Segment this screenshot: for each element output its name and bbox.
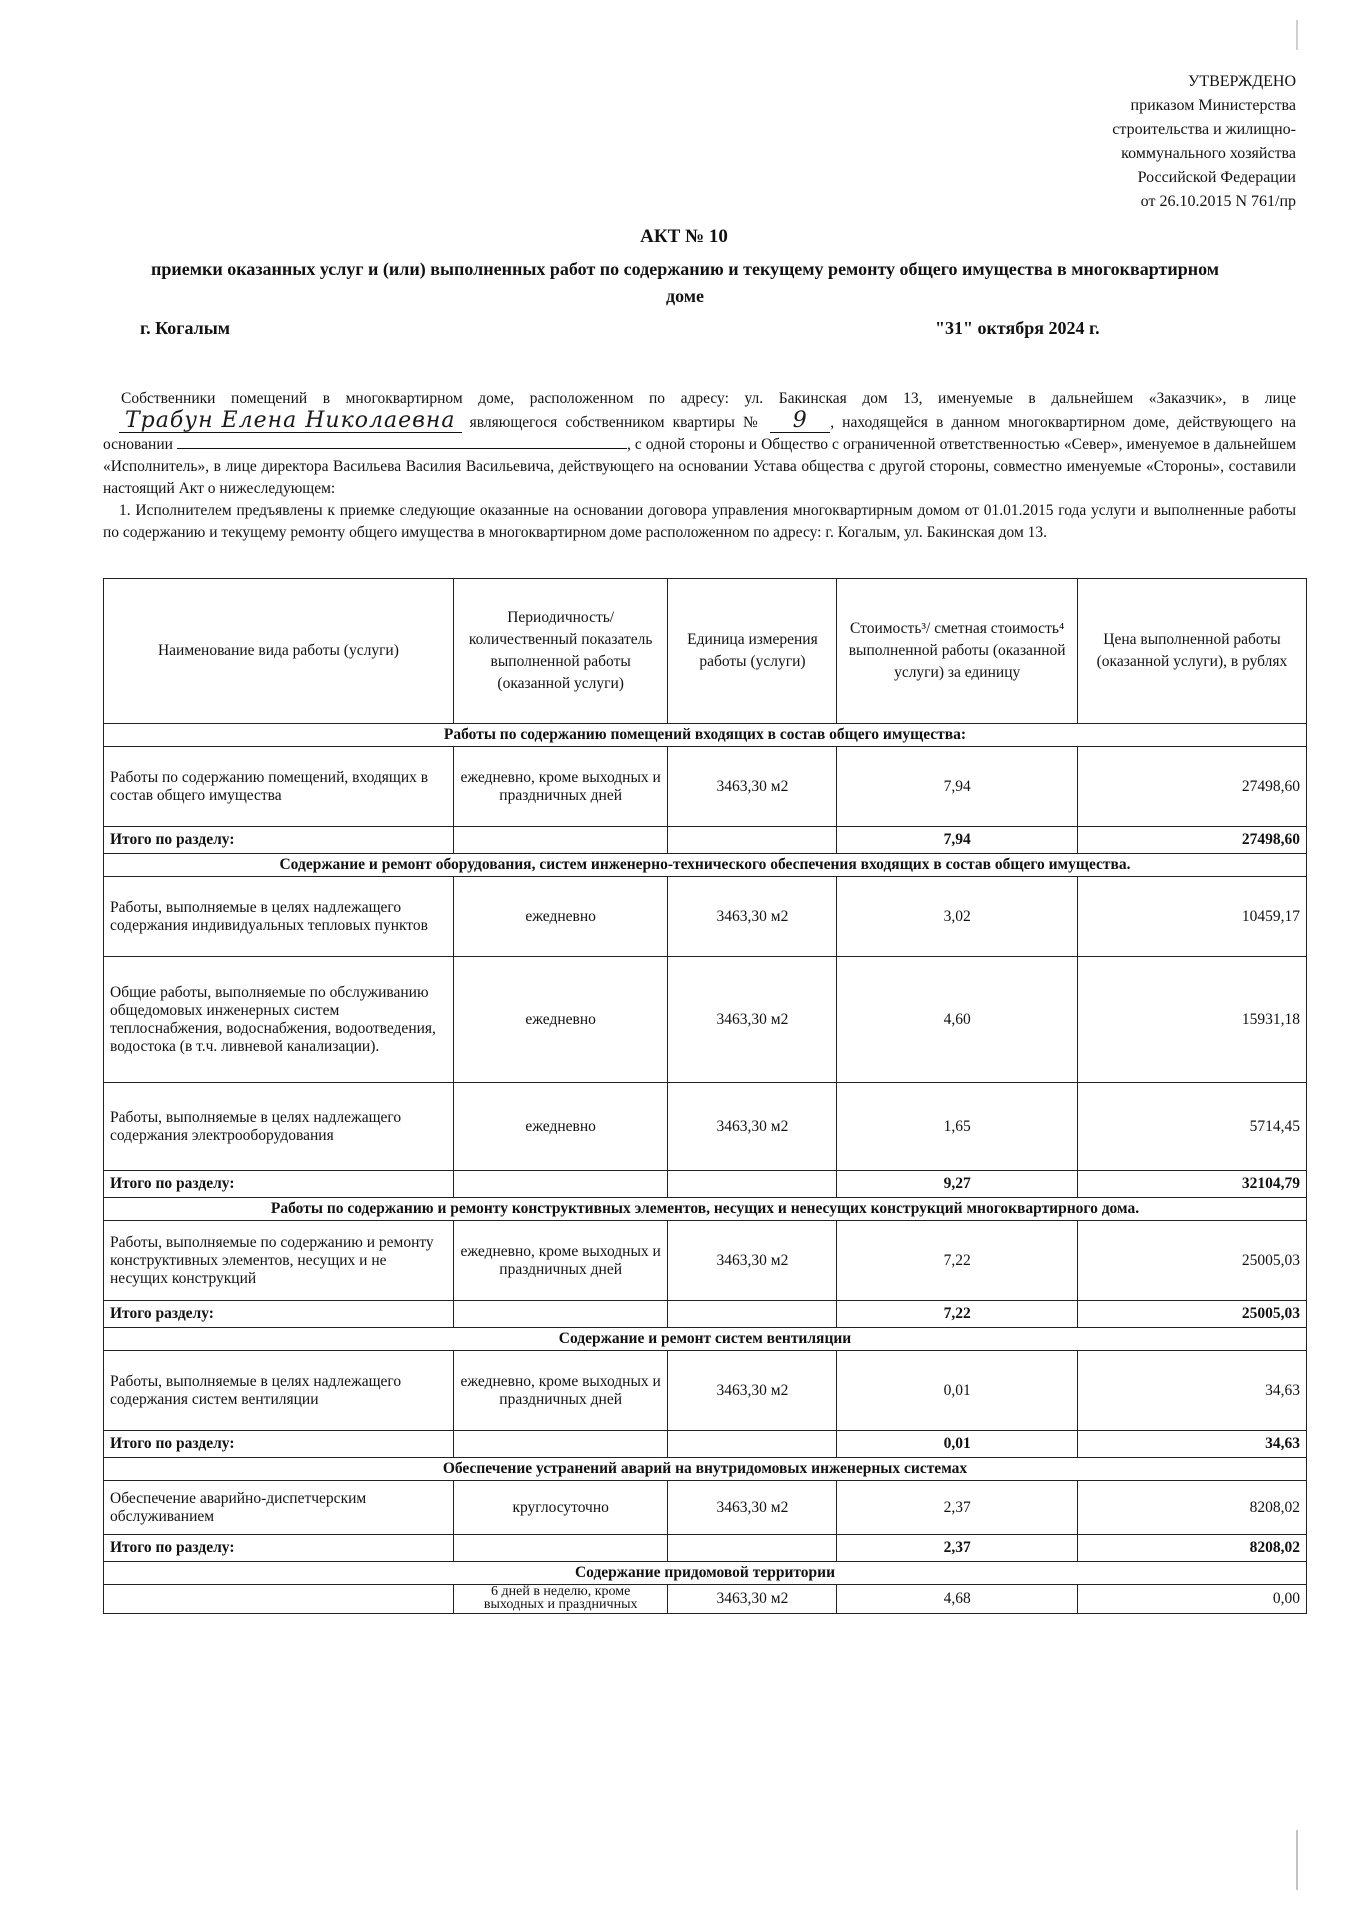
total-cost: 2,37 (837, 1535, 1078, 1562)
table-row (104, 1083, 1307, 1171)
approval-line: от 26.10.2015 N 761/пр (1140, 193, 1296, 210)
table-row (104, 957, 1307, 1083)
owner-handwritten-signature: Трабун Елена Николаевна (119, 410, 462, 433)
cell-period: ежедневно (453, 957, 668, 1083)
total-label: Итого по разделу: (104, 827, 454, 854)
empty-cell (453, 1171, 668, 1198)
cell-price: 27498,60 (1077, 747, 1306, 827)
total-cost: 9,27 (837, 1171, 1078, 1198)
cell-unit: 3463,30 м2 (668, 1585, 837, 1614)
cell-period: 6 дней в неделю, кроме выходных и праздничных (453, 1585, 668, 1614)
empty-cell (668, 827, 837, 854)
approval-line: строительства и жилищно- (1112, 121, 1296, 138)
header-period: Периодичность/ количественный показатель выполненной работы (оказанной услуги) (453, 579, 668, 724)
cell-name: Обеспечение аварийно-диспетчерским обслуживанием (104, 1481, 454, 1535)
table-row (104, 1221, 1307, 1301)
empty-cell (453, 1535, 668, 1562)
total-price: 34,63 (1077, 1431, 1306, 1458)
approval-stamp-block (1112, 70, 1296, 214)
section-title: Работы по содержанию и ремонту конструктивных элементов, несущих и ненесущих конструкций многоквартирного дома. (104, 1198, 1307, 1221)
empty-cell (453, 1431, 668, 1458)
apartment-number-handwritten: 9 (770, 410, 830, 433)
cell-price: 0,00 (1077, 1585, 1306, 1614)
cell-name: Работы, выполняемые в целях надлежащего содержания электрооборудования (104, 1083, 454, 1171)
approval-line: Российской Федерации (1137, 169, 1296, 186)
document-title: АКТ № 10 (640, 226, 728, 247)
approval-line: УТВЕРЖДЕНО (1187, 73, 1296, 90)
scan-artifact (1296, 20, 1298, 50)
section-title: Работы по содержанию помещений входящих в состав общего имущества: (104, 724, 1307, 747)
section-title-row (104, 1198, 1307, 1221)
total-row (104, 1535, 1307, 1562)
document-city: г. Когалым (140, 318, 231, 338)
cell-unit: 3463,30 м2 (668, 1351, 837, 1431)
works-table (103, 578, 1307, 1614)
intro-part-d: , с одной стороны и Общество с ограниченной ответственностью «Север», именуемое в дальнейшем «Исполнитель», в лице директора Васильева Василия Васильевича, действующего на основании Устава общества с другой стороны, совместно именуемые «Стороны», составили настоящий Акт о нижеследующем: (103, 436, 1296, 497)
cell-cost: 4,68 (837, 1585, 1078, 1614)
section-title-row (104, 1458, 1307, 1481)
total-price: 32104,79 (1077, 1171, 1306, 1198)
approval-line: приказом Министерства (1130, 97, 1296, 114)
cell-cost: 1,65 (837, 1083, 1078, 1171)
header-cost: Стоимость³/ сметная стоимость⁴ выполненной работы (оказанной услуги) за единицу (837, 579, 1078, 724)
total-label: Итого по разделу: (104, 1431, 454, 1458)
cell-period: ежедневно (453, 1083, 668, 1171)
table-row (104, 1481, 1307, 1535)
cell-period: ежедневно, кроме выходных и праздничных дней (453, 1221, 668, 1301)
intro-text (103, 388, 1296, 544)
scan-artifact (1296, 1830, 1298, 1890)
cell-unit: 3463,30 м2 (668, 1481, 837, 1535)
cell-cost: 3,02 (837, 877, 1078, 957)
total-row (104, 1171, 1307, 1198)
cell-name: Работы, выполняемые по содержанию и ремонту конструктивных элементов, несущих и не несущих конструкций (104, 1221, 454, 1301)
header-price: Цена выполненной работы (оказанной услуги), в рублях (1077, 579, 1306, 724)
intro-part-b: являющегося собственником квартиры № (469, 414, 763, 431)
cell-period: ежедневно, кроме выходных и праздничных дней (453, 1351, 668, 1431)
cell-name: Работы по содержанию помещений, входящих в состав общего имущества (104, 747, 454, 827)
cell-period: круглосуточно (453, 1481, 668, 1535)
cell-unit: 3463,30 м2 (668, 877, 837, 957)
total-cost: 0,01 (837, 1431, 1078, 1458)
cell-cost: 7,94 (837, 747, 1078, 827)
cell-unit: 3463,30 м2 (668, 1083, 837, 1171)
cell-period: ежедневно (453, 877, 668, 957)
table-row (104, 877, 1307, 957)
empty-cell (668, 1171, 837, 1198)
header-unit: Единица измерения работы (услуги) (668, 579, 837, 724)
total-cost: 7,94 (837, 827, 1078, 854)
total-cost: 7,22 (837, 1301, 1078, 1328)
cell-unit: 3463,30 м2 (668, 747, 837, 827)
cell-price: 25005,03 (1077, 1221, 1306, 1301)
section-title-row (104, 854, 1307, 877)
document-subtitle: приемки оказанных услуг и (или) выполненных работ по содержанию и текущему ремонту общего имущества в многоквартирном доме (150, 259, 1220, 306)
cell-price: 5714,45 (1077, 1083, 1306, 1171)
total-row (104, 1431, 1307, 1458)
table-row (104, 1585, 1307, 1614)
header-name: Наименование вида работы (услуги) (104, 579, 454, 724)
cell-price: 34,63 (1077, 1351, 1306, 1431)
section-title: Содержание и ремонт оборудования, систем инженерно-технического обеспечения входящих в состав общего имущества. (104, 854, 1307, 877)
total-row (104, 1301, 1307, 1328)
cell-name: Работы, выполняемые в целях надлежащего содержания индивидуальных тепловых пунктов (104, 877, 454, 957)
total-label: Итого разделу: (104, 1301, 454, 1328)
cell-unit: 3463,30 м2 (668, 957, 837, 1083)
cell-unit: 3463,30 м2 (668, 1221, 837, 1301)
intro-paragraph-2: 1. Исполнителем предъявлены к приемке следующие оказанные на основании договора управления многоквартирным домом от 01.01.2015 года услуги и выполненные работы по содержанию и текущему ремонту общего имущества в многоквартирном доме расположенном по адресу: г. Когалым, ул. Бакинская дом 13. (103, 502, 1296, 541)
cell-cost: 7,22 (837, 1221, 1078, 1301)
empty-cell (453, 827, 668, 854)
cell-price: 15931,18 (1077, 957, 1306, 1083)
table-row (104, 747, 1307, 827)
section-title: Обеспечение устранений аварий на внутридомовых инженерных системах (104, 1458, 1307, 1481)
empty-cell (668, 1535, 837, 1562)
cell-period: ежедневно, кроме выходных и праздничных дней (453, 747, 668, 827)
approval-line: коммунального хозяйства (1121, 145, 1296, 162)
cell-cost: 0,01 (837, 1351, 1078, 1431)
section-title-row (104, 1562, 1307, 1585)
cell-cost: 4,60 (837, 957, 1078, 1083)
total-price: 8208,02 (1077, 1535, 1306, 1562)
section-title-row (104, 724, 1307, 747)
cell-price: 8208,02 (1077, 1481, 1306, 1535)
cell-name (104, 1585, 454, 1614)
total-price: 27498,60 (1077, 827, 1306, 854)
empty-cell (453, 1301, 668, 1328)
total-label: Итого по разделу: (104, 1535, 454, 1562)
cell-name: Работы, выполняемые в целях надлежащего содержания систем вентиляции (104, 1351, 454, 1431)
empty-cell (668, 1301, 837, 1328)
cell-cost: 2,37 (837, 1481, 1078, 1535)
total-label: Итого по разделу: (104, 1171, 454, 1198)
total-price: 25005,03 (1077, 1301, 1306, 1328)
intro-part-a: Собственники помещений в многоквартирном доме, расположенном по адресу: ул. Бакинская дом 13, именуемые в дальнейшем «Заказчик», в лице (121, 390, 1296, 407)
section-title: Содержание придомовой территории (104, 1562, 1307, 1585)
table-row (104, 1351, 1307, 1431)
total-row (104, 827, 1307, 854)
section-title: Содержание и ремонт систем вентиляции (104, 1328, 1307, 1351)
intro-part-c: , находящейся в данном многоквартирном доме, действующего на основании (103, 414, 1296, 453)
basis-blank-line (177, 434, 627, 449)
section-title-row (104, 1328, 1307, 1351)
table-header-row (104, 579, 1307, 724)
document-date: "31" октября 2024 г. (935, 318, 1100, 338)
intro-paragraph-1 (103, 388, 1296, 500)
cell-price: 10459,17 (1077, 877, 1306, 957)
empty-cell (668, 1431, 837, 1458)
cell-name: Общие работы, выполняемые по обслуживанию общедомовых инженерных систем теплоснабжения, водоснабжения, водоотведения, водостока (в т.ч. ливневой канализации). (104, 957, 454, 1083)
